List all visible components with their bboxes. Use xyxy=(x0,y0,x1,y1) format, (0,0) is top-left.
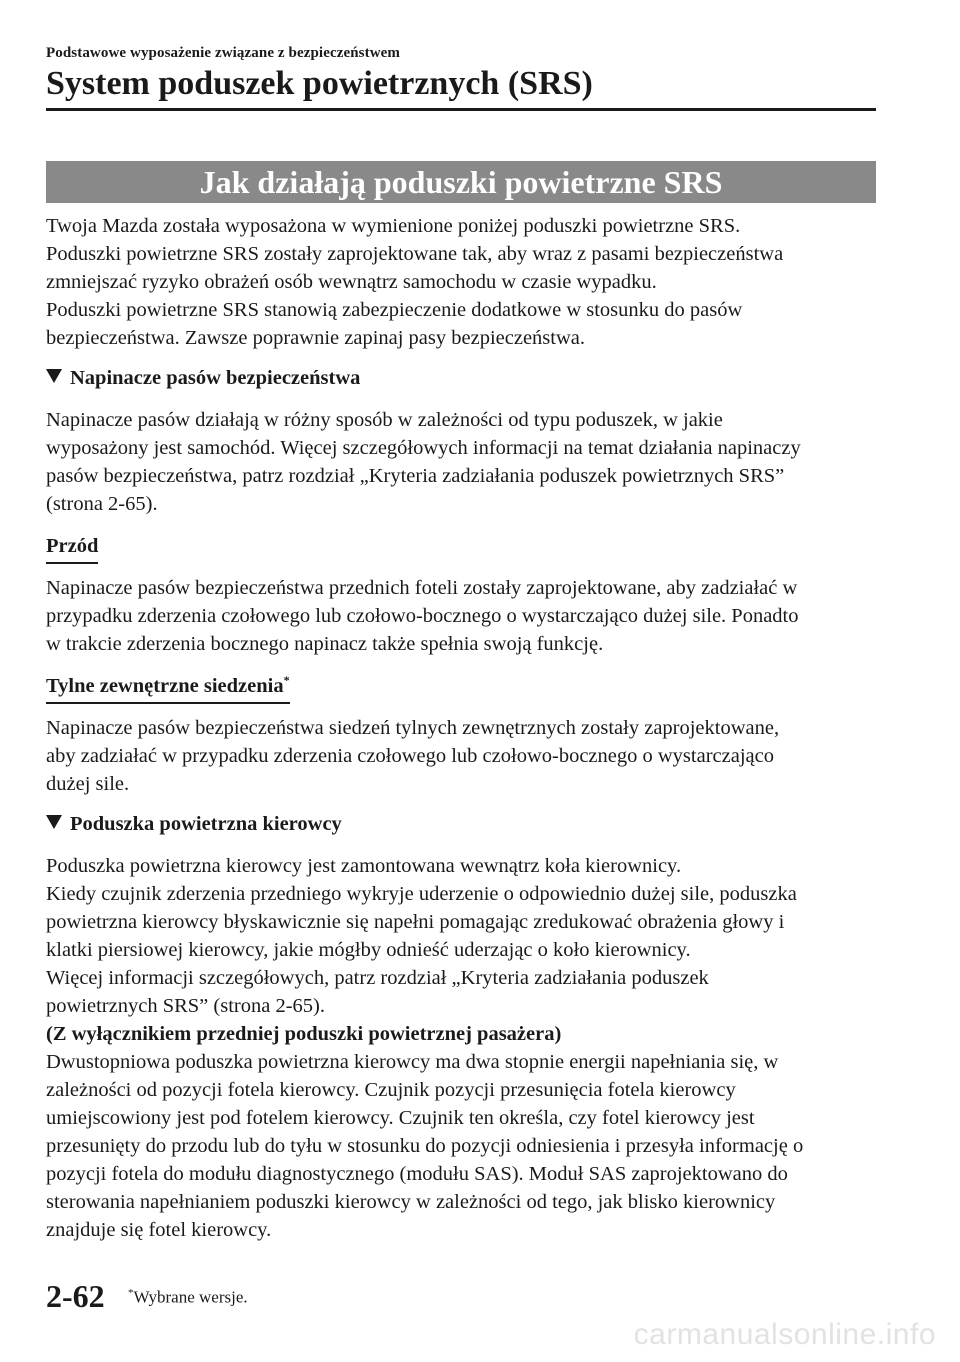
passenger-switch-note-heading: (Z wyłącznikiem przedniej poduszki powietrznej pasażera) xyxy=(46,1023,562,1045)
text-line: powietrznych SRS” (strona 2-65). xyxy=(46,995,325,1017)
breadcrumb: Podstawowe wyposażenie związane z bezpieczeństwem xyxy=(46,45,400,61)
text-line: (strona 2-65). xyxy=(46,493,158,515)
front-paragraph xyxy=(46,574,876,658)
text-line: Napinacze pasów działają w różny sposób w zależności od typu poduszek, w jakie xyxy=(46,409,723,431)
text-line: przesunięty do przodu lub do tyłu w stosunku do pozycji odniesienia i przesyła informację o xyxy=(46,1135,804,1157)
text-line: Kiedy czujnik zderzenia przedniego wykryje uderzenie o odpowiednio dużej sile, poduszka xyxy=(46,883,797,905)
text-line: Napinacze pasów bezpieczeństwa siedzeń tylnych zewnętrznych zostały zaprojektowane, xyxy=(46,717,780,739)
text-line: znajduje się fotel kierowcy. xyxy=(46,1219,272,1241)
pretensioners-heading xyxy=(46,364,876,392)
text-line: w trakcie zderzenia bocznego napinacz także spełnia swoją funkcję. xyxy=(46,633,604,655)
text-line: umiejscowiony jest pod fotelem kierowcy. Czujnik ten określa, czy fotel kierowcy jest xyxy=(46,1107,755,1129)
text-line: sterowania napełnianiem poduszki kierowcy w zależności od tego, jak blisko kierownicy xyxy=(46,1191,776,1213)
text-line: aby zadziałać w przypadku zderzenia czołowego lub czołowo-bocznego o wystarczająco xyxy=(46,745,774,767)
intro-paragraph xyxy=(46,212,876,352)
content xyxy=(46,212,876,1244)
text-line: Więcej informacji szczegółowych, patrz rozdział „Kryteria zadziałania poduszek xyxy=(46,967,709,989)
text-line: Twoja Mazda została wyposażona w wymienione poniżej poduszki powietrzne SRS. xyxy=(46,215,741,237)
watermark: carmanualsonline.info xyxy=(633,1318,936,1351)
text-line: zależności od pozycji fotela kierowcy. Czujnik pozycji przesunięcia fotela kierowcy xyxy=(46,1079,736,1101)
triangle-down-icon xyxy=(46,815,62,829)
rear-paragraph xyxy=(46,714,876,798)
driver-airbag-heading xyxy=(46,810,876,838)
section-title: Jak działają poduszki powietrzne SRS xyxy=(199,163,723,200)
text-line: pozycji fotela do modułu diagnostycznego (modułu SAS). Moduł SAS zaprojektowano do xyxy=(46,1163,788,1185)
text-line: Napinacze pasów bezpieczeństwa przednich foteli zostały zaprojektowane, aby zadziałać w xyxy=(46,577,798,599)
footnote-marker: * xyxy=(128,1287,134,1299)
text-line: klatki piersiowej kierowcy, jakie mógłby odnieść uderzając o koło kierownicy. xyxy=(46,939,691,961)
page-number: 2-62 xyxy=(46,1278,105,1314)
front-heading-text: Przód xyxy=(46,535,99,557)
text-line: bezpieczeństwa. Zawsze poprawnie zapinaj pasy bezpieczeństwa. xyxy=(46,327,585,349)
triangle-down-icon xyxy=(46,369,62,383)
text-line: zmniejszać ryzyko obrażeń osób wewnątrz samochodu w czasie wypadku. xyxy=(46,271,657,293)
title-rule xyxy=(46,108,876,111)
footnote xyxy=(128,1287,248,1308)
rear-heading-text: Tylne zewnętrzne siedzenia xyxy=(46,675,284,697)
driver-airbag-paragraph xyxy=(46,852,876,1244)
footnote-text: Wybrane wersje. xyxy=(133,1287,248,1307)
text-line: przypadku zderzenia czołowego lub czołowo-bocznego o wystarczająco dużej sile. Ponadto xyxy=(46,605,799,627)
chapter-title: System poduszek powietrznych (SRS) xyxy=(46,65,593,102)
pretensioners-paragraph xyxy=(46,406,876,518)
text-line: wyposażony jest samochód. Więcej szczegółowych informacji na temat działania napinaczy xyxy=(46,437,801,459)
driver-airbag-heading-text: Poduszka powietrzna kierowcy xyxy=(70,813,342,835)
text-line: pasów bezpieczeństwa, patrz rozdział „Kryteria zadziałania poduszek powietrznych SRS” xyxy=(46,465,785,487)
text-line: dużej sile. xyxy=(46,773,130,795)
text-line: Poduszki powietrzne SRS zostały zaprojektowane tak, aby wraz z pasami bezpieczeństwa xyxy=(46,243,784,265)
rear-heading xyxy=(46,672,290,704)
text-line: Poduszki powietrzne SRS stanowią zabezpieczenie dodatkowe w stosunku do pasów xyxy=(46,299,743,321)
text-line: Dwustopniowa poduszka powietrzna kierowcy ma dwa stopnie energii napełniania się, w xyxy=(46,1051,779,1073)
pretensioners-heading-text: Napinacze pasów bezpieczeństwa xyxy=(70,367,361,389)
text-line: Poduszka powietrzna kierowcy jest zamontowana wewnątrz koła kierownicy. xyxy=(46,855,682,877)
text-line: powietrzna kierowcy błyskawicznie się napełni pomagając zredukować obrażenia głowy i xyxy=(46,911,785,933)
optional-marker: * xyxy=(283,673,290,688)
section-banner xyxy=(46,161,876,203)
front-heading xyxy=(46,532,98,564)
